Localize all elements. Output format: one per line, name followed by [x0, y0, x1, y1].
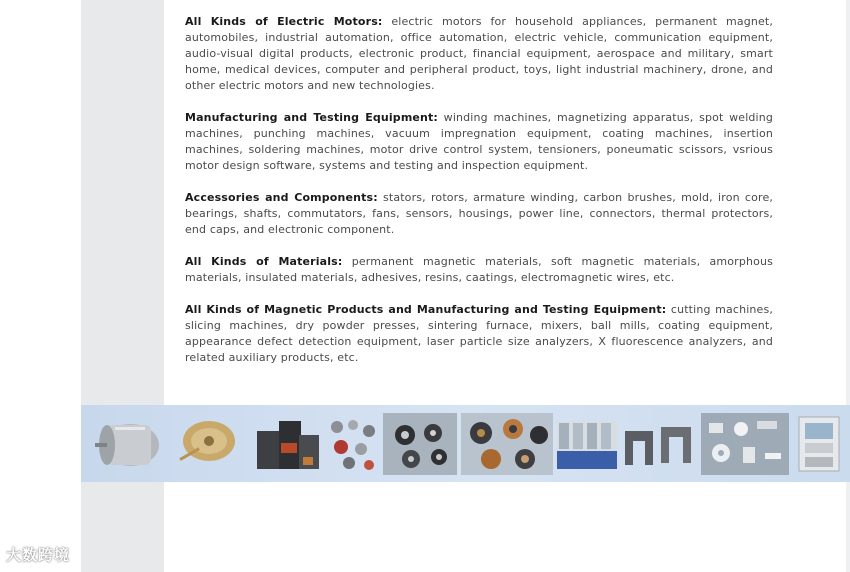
production-line-image	[555, 413, 619, 475]
right-edge	[846, 0, 850, 572]
left-margin	[0, 0, 81, 572]
category-materials	[185, 254, 773, 286]
magnetic-parts-image	[701, 413, 789, 475]
gear-motor-image	[169, 413, 243, 475]
category-accessories	[185, 190, 773, 238]
watermark-text: 大数跨境	[6, 546, 71, 564]
category-heading: All Kinds of Materials:	[185, 255, 343, 268]
rotors-stators-image	[461, 413, 553, 475]
category-manufacturing-equipment	[185, 110, 773, 174]
bearings-image	[383, 413, 457, 475]
product-image-strip	[81, 405, 850, 482]
category-heading: Manufacturing and Testing Equipment:	[185, 111, 438, 124]
category-magnetic-products	[185, 302, 773, 366]
side-column	[81, 0, 164, 572]
testing-machine-image	[791, 413, 847, 475]
category-text: electric motors for household appliances, permanent magnet, automobiles, industrial automation, office automation, electric vehicle, communication equipment, audio-visual digital products, electronic product, financial equipment, aerospace and military, smart home, medical devices, computer and peripheral product, toys, light industrial machinery, drone, and other electric motors and new technologies.	[185, 15, 773, 92]
category-heading: Accessories and Components:	[185, 191, 378, 204]
category-heading: All Kinds of Electric Motors:	[185, 15, 383, 28]
category-heading: All Kinds of Magnetic Products and Manufacturing and Testing Equipment:	[185, 303, 667, 316]
dc-motor-image	[91, 413, 165, 475]
category-electric-motors	[185, 14, 773, 94]
category-text: cutting machines, slicing machines, dry powder presses, sintering furnace, mixers, ball mills, coating equipment, appearance defect detection equipment, laser particle size analyzers, X fluorescence analyzers, and related auxiliary products, etc.	[185, 303, 773, 364]
category-text: permanent magnetic materials, soft magnetic materials, amorphous materials, insulated materials, adhesives, resins, caatings, electromagnetic wires, etc.	[185, 255, 773, 284]
ferrite-cores-image	[621, 413, 699, 475]
industrial-motors-image	[251, 413, 323, 475]
motor-components-image	[325, 413, 381, 475]
category-text: winding machines, magnetizing apparatus, spot welding machines, punching machines, vacuum impregnation equipment, coating machines, insertion machines, soldering machines, motor drive control system, tensioners, poneumatic scissors, vsrious motor design software, systems and testing and inspection equipment.	[185, 111, 774, 172]
watermark-logo	[6, 544, 70, 565]
category-text: stators, rotors, armature winding, carbon brushes, mold, iron core, bearings, shafts, commutators, fans, sensors, housings, power line, connectors, thermal protectors, end caps, and electronic component.	[185, 191, 774, 236]
exhibit-categories	[185, 14, 773, 382]
